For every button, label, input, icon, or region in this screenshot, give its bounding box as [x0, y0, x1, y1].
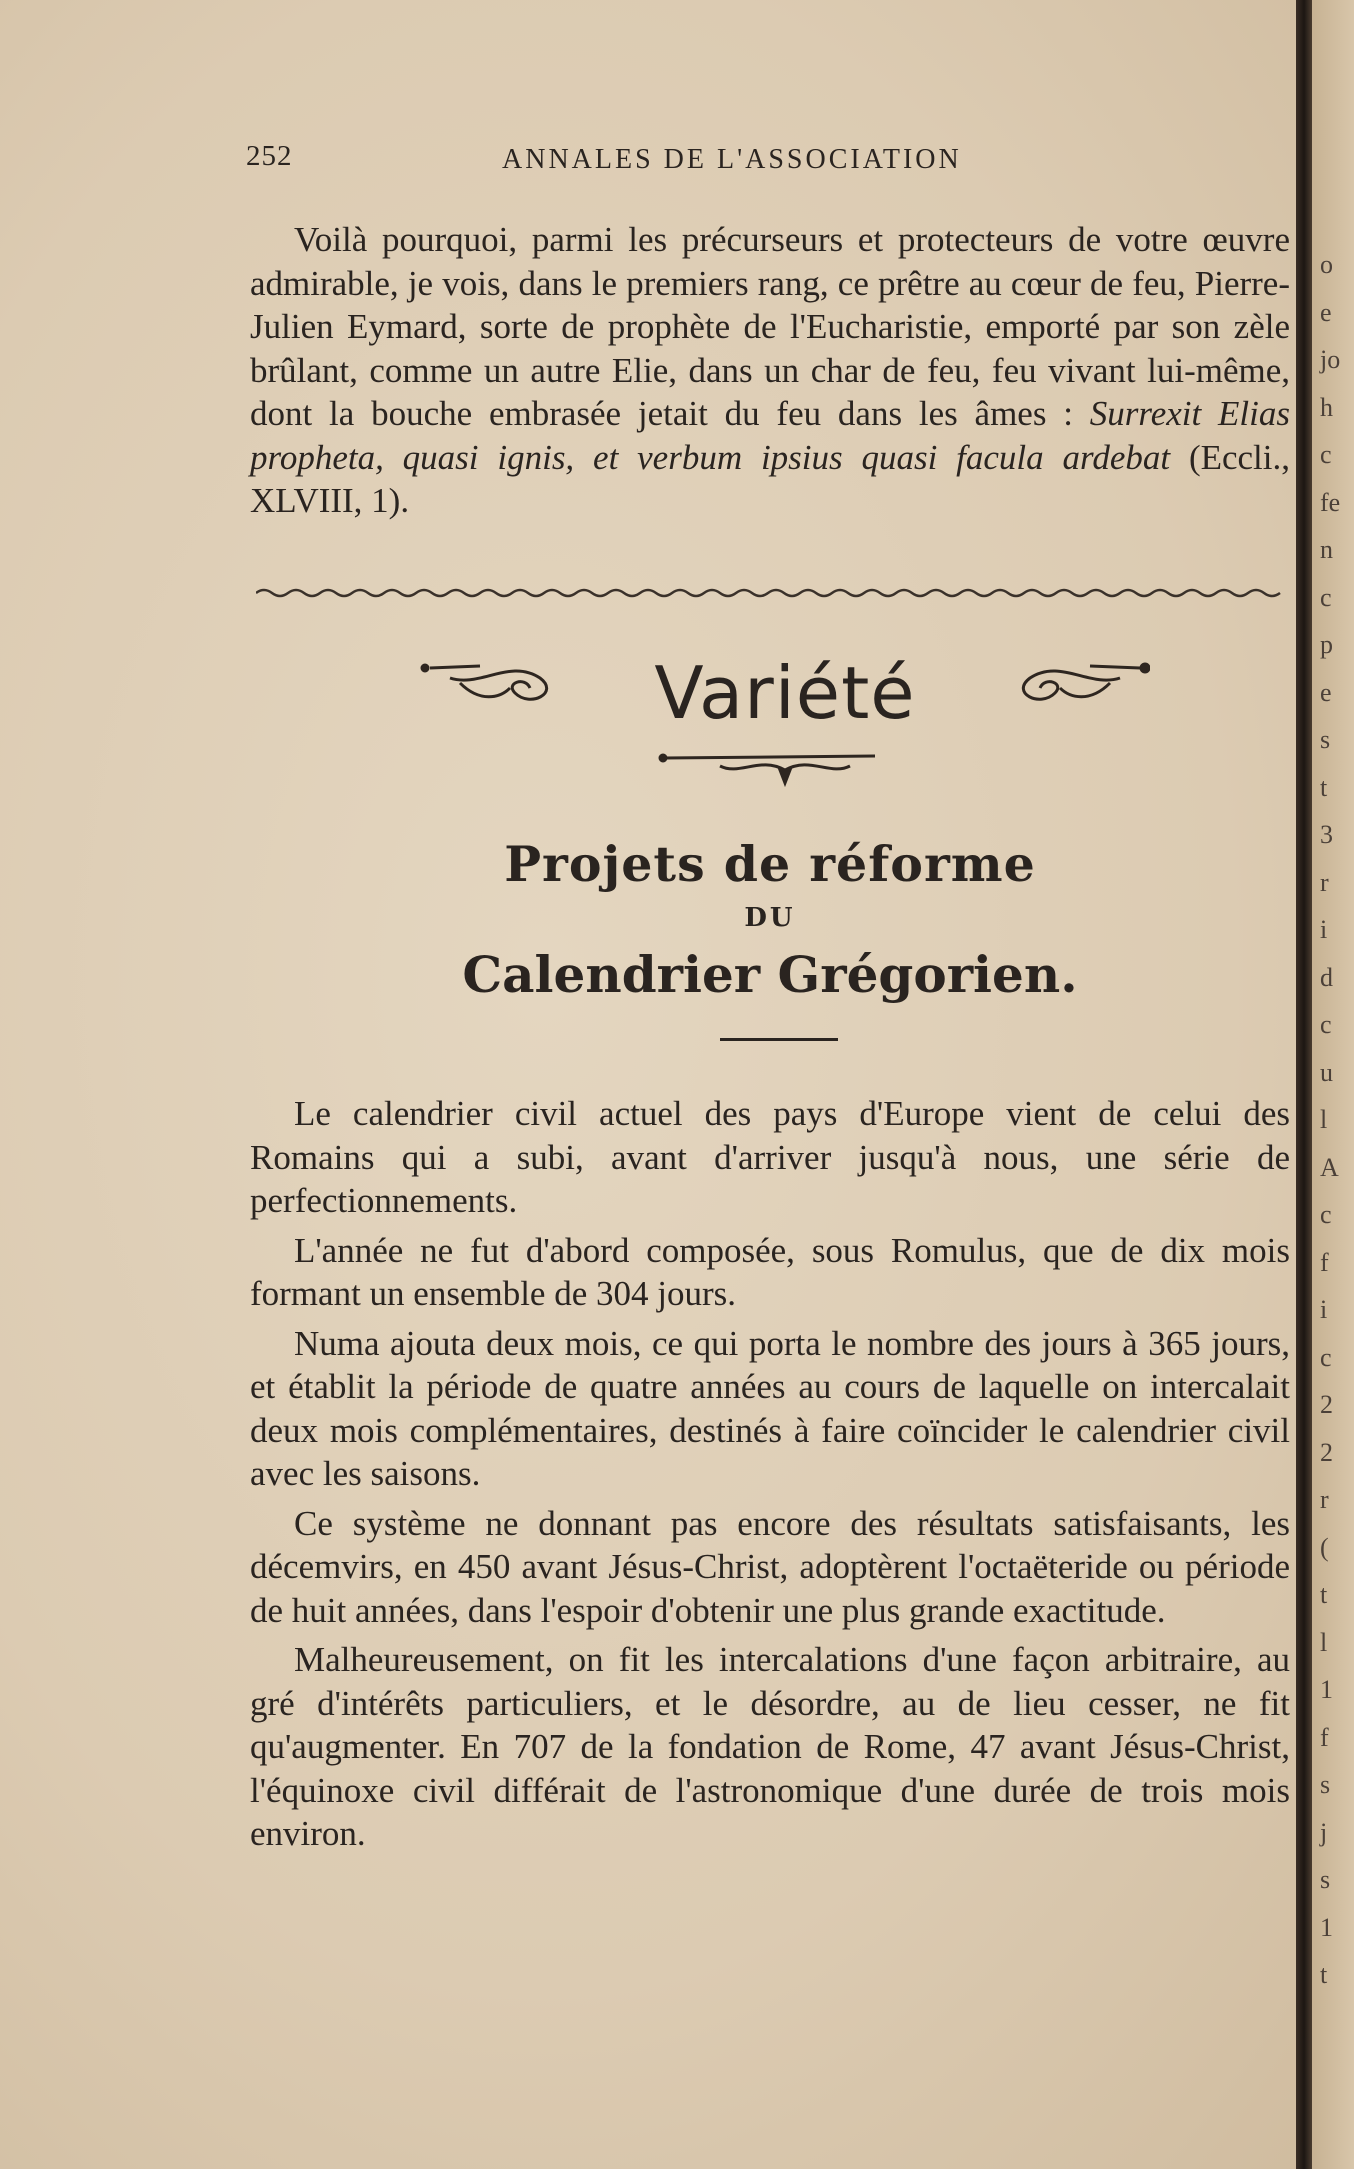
facing-page-letter: r — [1320, 1485, 1329, 1514]
paragraph: L'année ne fut d'abord composée, sous Romulus, que de dix mois formant un ensemble de 304 jours. — [250, 1230, 1290, 1313]
facing-page-letter: l — [1320, 1627, 1328, 1657]
wavy-divider — [256, 586, 1286, 600]
page-number: 252 — [246, 140, 293, 172]
running-title: ANNALES DE L'ASSOCIATION — [502, 144, 962, 175]
facing-page-letter: s — [1320, 1770, 1331, 1799]
facing-page-edge — [1312, 0, 1354, 2169]
facing-page-letter: n — [1320, 535, 1333, 564]
facing-page-letter: jo — [1320, 345, 1341, 374]
facing-page-letter: c — [1320, 582, 1332, 612]
facing-page-letter: 1 — [1320, 1912, 1333, 1942]
intro-body: Voilà pourquoi, parmi les précurseurs et protecteurs de votre œuvre admirable, je vois, dans le premiers rang, ce prêtre au cœur de feu, Pierre-Julien Eymard, sorte de prophète de l'Eucharistie, emporté par son zèle brûlant, comme un autre Elie, dans un char de feu, feu vivant lui-même, dont la bouche embrasée jetait du feu dans les âmes : — [250, 220, 1290, 433]
facing-page-letter: c — [1320, 1010, 1332, 1039]
paragraph: Le calendrier civil actuel des pays d'Europe vient de celui des Romains qui a subi, avant d'arriver jusqu'à nous, une série de perfectionnements. — [250, 1094, 1290, 1220]
facing-page-letter: o — [1320, 250, 1333, 279]
intro-paragraph — [250, 218, 1290, 523]
article-title-line-1: Projets de réforme — [504, 835, 1036, 893]
facing-page-letter: t — [1320, 1580, 1328, 1609]
facing-page-letter: s — [1320, 1865, 1331, 1894]
facing-page-letter: f — [1320, 1722, 1329, 1752]
facing-page-letter: t — [1320, 772, 1328, 802]
facing-page-letter: c — [1320, 1200, 1332, 1229]
article-title-line-3: Calendrier Grégorien. — [462, 945, 1078, 1004]
citation: (Eccli., XLVIII, 1). — [250, 437, 1290, 520]
facing-page-letter: e — [1320, 677, 1332, 707]
title-rule — [720, 1038, 838, 1041]
latin-quote: Surrexit Elias propheta, quasi ignis, et verbum ipsius quasi facula ardebat — [250, 394, 1290, 477]
facing-page-letter: 1 — [1320, 1675, 1333, 1704]
facing-page-letter: h — [1320, 392, 1333, 422]
facing-page-letter: i — [1320, 1295, 1328, 1324]
facing-page-letter: 3 — [1320, 820, 1333, 849]
facing-page-letter: i — [1320, 915, 1328, 944]
section-label: Variété — [654, 651, 916, 735]
facing-page-letter: fe — [1320, 487, 1341, 517]
facing-page-letter: f — [1320, 1247, 1329, 1277]
facing-page-letter: 2 — [1320, 1390, 1333, 1419]
facing-page-letter: A — [1320, 1152, 1339, 1182]
facing-page-letter: p — [1320, 630, 1333, 659]
facing-page-letter: r — [1320, 867, 1329, 897]
facing-page-letter: u — [1320, 1057, 1333, 1087]
book-spine-shadow — [1296, 0, 1312, 2169]
facing-page-letter: s — [1320, 725, 1331, 754]
facing-page-letter: e — [1320, 297, 1332, 327]
facing-page-letter: c — [1320, 440, 1332, 469]
facing-page-letter: t — [1320, 1960, 1328, 1989]
facing-page-letter: j — [1320, 1817, 1328, 1847]
intro-text — [250, 218, 1290, 523]
paragraph: Numa ajouta deux mois, ce qui porta le nombre des jours à 365 jours, et établit la période de quatre années au cours de laquelle on intercalait deux mois complémentaires, destinés à faire coïncider le calendrier civil avec les saisons. — [250, 1323, 1290, 1493]
article-body — [250, 1092, 1290, 1862]
facing-page-letter: l — [1320, 1105, 1328, 1134]
facing-page-letter: 2 — [1320, 1437, 1333, 1467]
section-ornament — [420, 648, 1150, 808]
paragraph: Ce système ne donnant pas encore des résultats satisfaisants, les décemvirs, en 450 avant Jésus-Christ, adoptèrent l'octaëteride ou période de huit années, dans l'espoir d'obtenir une plus grande exactitude. — [250, 1503, 1290, 1630]
facing-page-letter: c — [1320, 1342, 1332, 1372]
facing-page-letter: d — [1320, 962, 1333, 992]
facing-page-letter: ( — [1320, 1532, 1329, 1562]
paragraph: Malheureusement, on fit les intercalations d'une façon arbitraire, au gré d'intérêts particuliers, et le désordre, au de lieu cesser, ne fit qu'augmenter. En 707 de la fondation de Rome, 47 avant Jésus-Christ, l'équinoxe civil différait de l'astronomique d'une durée de trois mois environ. — [250, 1640, 1290, 1853]
running-header — [246, 140, 1296, 180]
article-title-line-2: DU — [744, 903, 796, 933]
